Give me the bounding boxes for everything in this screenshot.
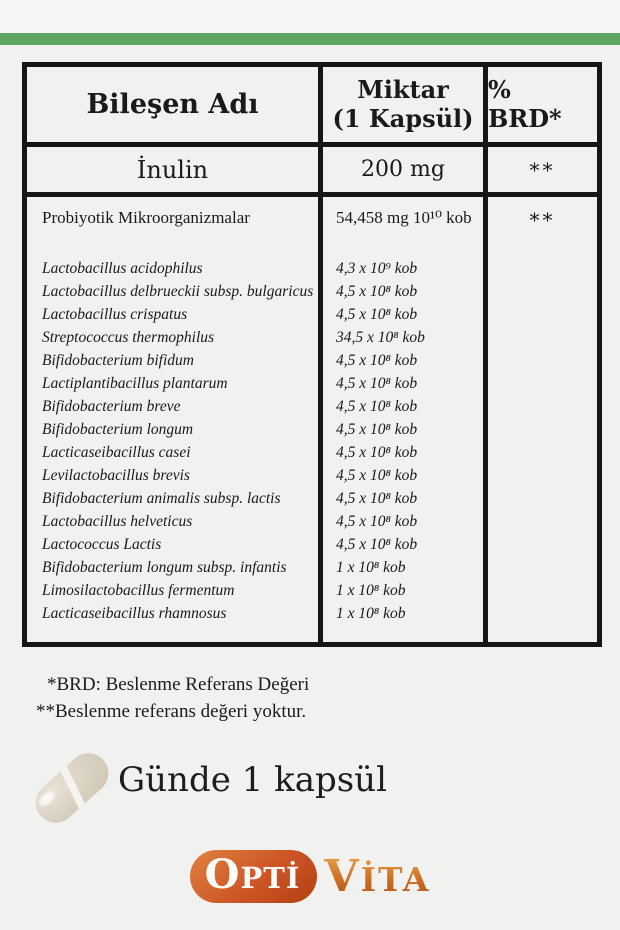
probiotics-row [25, 195, 600, 645]
strain-name: Lactococcus Lactis [42, 536, 162, 553]
footnote-no-reference-value: **Beslenme referans değeri yoktur. [36, 701, 307, 722]
logo-vita-text: VİTA [324, 850, 431, 902]
table-header-row [25, 65, 600, 145]
probiotics-total-amount: 54,458 mg 10¹⁰ kob [336, 208, 472, 227]
strain-name: Levilactobacillus brevis [42, 467, 190, 484]
strain-name: Lactobacillus acidophilus [42, 260, 203, 277]
probiotics-brd-cell [486, 195, 600, 645]
strain-name: Lacticaseibacillus rhamnosus [42, 605, 227, 622]
strain-name: Lactobacillus delbrueckii subsp. bulgaricus [42, 283, 314, 300]
strain-name: Streptococcus thermophilus [42, 329, 215, 346]
probiotics-name-cell [25, 195, 321, 645]
header-brd-line1: % [488, 75, 511, 105]
logo-opti-pill: OPTİ [190, 850, 318, 903]
strain-amount: 4,5 x 10⁸ kob [336, 352, 418, 369]
strain-amount: 4,5 x 10⁸ kob [336, 513, 418, 530]
strain-amount: 4,5 x 10⁸ kob [336, 490, 418, 507]
footnotes [36, 671, 309, 725]
probiotics-amount-cell [321, 195, 486, 645]
strain-name: Lactobacillus crispatus [42, 306, 188, 323]
header-component-label: Bileşen Adı [86, 89, 259, 120]
strain-amount: 1 x 10⁸ kob [336, 559, 406, 576]
footnote-brd-definition: *BRD: Beslenme Referans Değeri [47, 674, 310, 695]
strain-name: Bifidobacterium breve [42, 398, 181, 415]
supplement-facts-table [22, 62, 602, 647]
strain-name: Bifidobacterium longum subsp. infantis [42, 559, 287, 576]
header-brd [486, 65, 600, 145]
strain-name: Bifidobacterium longum [42, 421, 194, 438]
strain-amount: 4,5 x 10⁸ kob [336, 283, 418, 300]
probiotics-brd-stars: ** [529, 208, 556, 232]
strain-amount-list [336, 257, 479, 625]
header-brd-line2: BRD* [488, 103, 562, 133]
header-amount [321, 65, 486, 145]
strain-amount: 4,3 x 10⁹ kob [336, 260, 418, 277]
probiotics-section-title: Probiyotik Mikroorganizmalar [42, 208, 250, 227]
header-amount-line1: Miktar [357, 75, 449, 105]
strain-amount: 1 x 10⁸ kob [336, 605, 406, 622]
inulin-brd-cell: ** [486, 145, 600, 195]
strain-name: Lactiplantibacillus plantarum [42, 375, 228, 392]
strain-amount: 4,5 x 10⁸ kob [336, 536, 418, 553]
strain-name: Lacticaseibacillus casei [42, 444, 191, 461]
strain-amount: 1 x 10⁸ kob [336, 582, 406, 599]
header-component-name [25, 65, 321, 145]
strain-amount: 4,5 x 10⁸ kob [336, 421, 418, 438]
strain-amount: 4,5 x 10⁸ kob [336, 444, 418, 461]
strain-name: Bifidobacterium bifidum [42, 352, 194, 369]
strain-amount: 4,5 x 10⁸ kob [336, 467, 418, 484]
strain-amount: 4,5 x 10⁸ kob [336, 306, 418, 323]
inulin-row [25, 145, 600, 195]
strain-name-list [42, 257, 314, 625]
dosage-instruction: Günde 1 kapsül [118, 760, 387, 800]
capsule-icon [27, 745, 116, 831]
strain-amount: 4,5 x 10⁸ kob [336, 375, 418, 392]
top-margin-strip [0, 0, 620, 33]
header-amount-line2: (1 Kapsül) [332, 103, 474, 133]
strain-name: Bifidobacterium animalis subsp. lactis [42, 490, 281, 507]
strain-name: Lactobacillus helveticus [42, 513, 193, 530]
inulin-name-cell: İnulin [25, 145, 321, 195]
strain-name: Limosilactobacillus fermentum [42, 582, 235, 599]
strain-amount: 34,5 x 10⁸ kob [336, 329, 425, 346]
inulin-amount-cell: 200 mg [321, 145, 486, 195]
strain-amount: 4,5 x 10⁸ kob [336, 398, 418, 415]
brand-logo [0, 850, 620, 903]
green-accent-bar [0, 33, 620, 45]
